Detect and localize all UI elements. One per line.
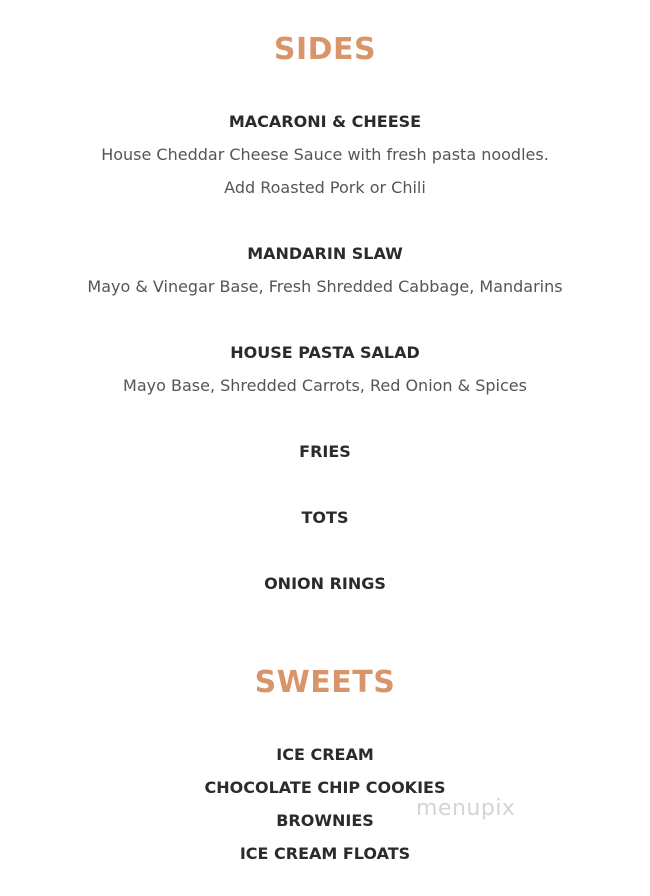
- menu-item-brownies: BROWNIES: [276, 811, 374, 830]
- menu-item-fries: FRIES: [299, 442, 351, 461]
- sweets-heading: SWEETS: [254, 665, 396, 700]
- menu-item-macaroni-cheese: MACARONI & CHEESE: [228, 112, 422, 131]
- menu-item-mandarin-slaw-description: Mayo & Vinegar Base, Fresh Shredded Cabbage, Mandarins: [87, 277, 563, 296]
- menu-item-tots: TOTS: [301, 508, 349, 527]
- menu-item-ice-cream-floats: ICE CREAM FLOATS: [239, 844, 411, 863]
- sides-heading: SIDES: [273, 32, 377, 67]
- menu-item-macaroni-cheese-addon: Add Roasted Pork or Chili: [224, 178, 426, 197]
- menu-item-onion-rings: ONION RINGS: [264, 574, 386, 593]
- menu-item-chocolate-chip-cookies: CHOCOLATE CHIP COOKIES: [204, 778, 446, 797]
- watermark-logo: menupix: [416, 796, 516, 821]
- menu-item-ice-cream: ICE CREAM: [276, 745, 374, 764]
- menu-item-house-pasta-salad: HOUSE PASTA SALAD: [230, 343, 420, 362]
- menu-item-mandarin-slaw: MANDARIN SLAW: [247, 244, 403, 263]
- menu-item-macaroni-cheese-description: House Cheddar Cheese Sauce with fresh pasta noodles.: [101, 145, 549, 164]
- menu-item-house-pasta-salad-description: Mayo Base, Shredded Carrots, Red Onion & Spices: [123, 376, 527, 395]
